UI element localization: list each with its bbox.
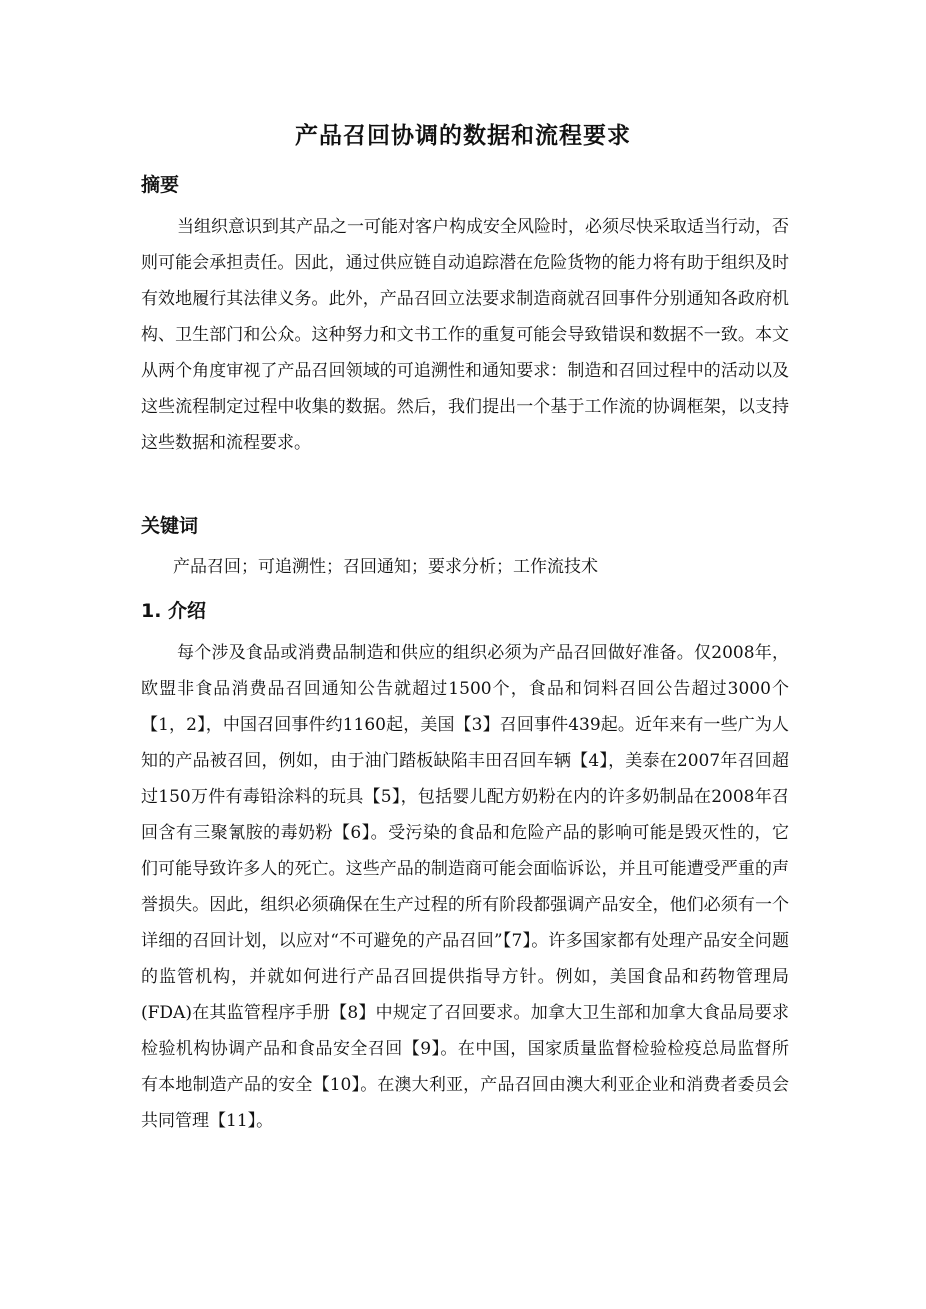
keywords-heading: 关键词 (141, 515, 199, 537)
keywords-text: 产品召回；可追溯性；召回通知；要求分析；工作流技术 (173, 557, 598, 577)
document-title: 产品召回协调的数据和流程要求 (295, 123, 631, 149)
intro-heading: 1. 介绍 (141, 600, 207, 622)
intro-text: 每个涉及食品或消费品制造和供应的组织必须为产品召回做好准备。仅2008年，欧盟非食品消费品召回通知公告就超过1500个，食品和饲料召回公告超过3000个【1，2】，中国召回事件约1160起，美国【3】召回事件439起。近年来有一些广为人知的产品被召回，例如，由于油门踏板缺陷丰田召回车辆【4】，美泰在2007年召回超过150万件有毒铅涂料的玩具【5】，包括婴儿配方奶粉在内的许多奶制品在2008年召回含有三聚氰胺的毒奶粉【6】。受污染的食品和危险产品的影响可能是毁灭性的，它们可能导致许多人的死亡。这些产品的制造商可能会面临诉讼，并且可能遭受严重的声誉损失。因此，组织必须确保在生产过程的所有阶段都强调产品安全，他们必须有一个详细的召回计划，以应对“不可避免的产品召回”【7】。许多国家都有处理产品安全问题的监管机构，并就如何进行产品召回提供指导方针。例如，美国食品和药物管理局(FDA)在其监管程序手册【8】中规定了召回要求。加拿大卫生部和加拿大食品局要求检验机构协调产品和食品安全召回【9】。在中国，国家质量监督检验检疫总局监督所有本地制造产品的安全【10】。在澳大利亚，产品召回由澳大利亚企业和消费者委员会共同管理【11】。 (141, 643, 789, 1131)
abstract-heading: 摘要 (141, 174, 180, 196)
abstract-text: 当组织意识到其产品之一可能对客户构成安全风险时，必须尽快采取适当行动，否则可能会承担责任。因此，通过供应链自动追踪潜在危险货物的能力将有助于组织及时有效地履行其法律义务。此外，产品召回立法要求制造商就召回事件分别通知各政府机构、卫生部门和公众。这种努力和文书工作的重复可能会导致错误和数据不一致。本文从两个角度审视了产品召回领域的可追溯性和通知要求：制造和召回过程中的活动以及这些流程制定过程中收集的数据。然后，我们提出一个基于工作流的协调框架，以支持这些数据和流程要求。 (141, 217, 789, 453)
